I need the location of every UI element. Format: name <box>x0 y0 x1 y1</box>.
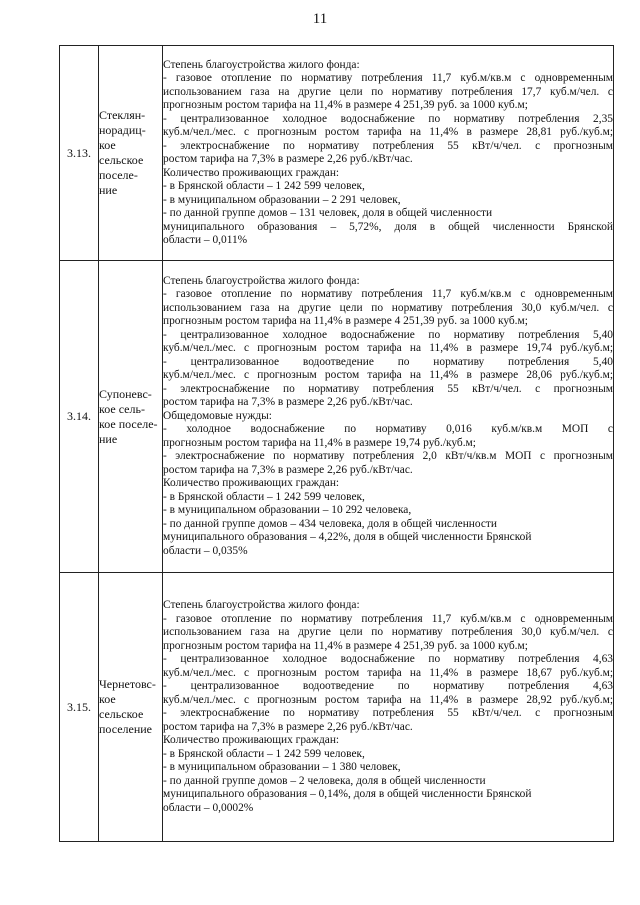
description-line: - централизованное холодное водоснабжение по нормативу потребления 2,35 <box>163 112 613 125</box>
table-body <box>60 46 614 842</box>
description-line: Количество проживающих граждан: <box>163 477 340 490</box>
description-line: куб.м/чел./мес. с прогнозным ростом тарифа на 11,4% в размере 18,67 руб./куб.м; <box>163 666 613 679</box>
description-line: - электроснабжение по нормативу потребления 55 кВт/ч/чел. с прогнозным <box>163 707 613 719</box>
settlement-name-line: ние <box>99 431 118 446</box>
row-number: 3.15. <box>60 573 99 842</box>
description-line: ростом тарифа на 7,3% в размере 2,26 руб./кВт/час. <box>163 396 413 409</box>
description-line: использованием газа на другие цели по нормативу потребления 30,0 куб.м/чел. с <box>163 301 613 314</box>
description-line: ростом тарифа на 7,3% в размере 2,26 руб./кВт/час. <box>163 463 413 476</box>
settlement-name-line: сельское <box>99 153 144 167</box>
settlement-name-line: сельское <box>99 707 144 721</box>
description-line: - электроснабжение по нормативу потребления 55 кВт/ч/чел. с прогнозным <box>163 382 613 395</box>
description-line: - электроснабжение по нормативу потребления 2,0 кВт/ч/кв.м МОП с прогнозным <box>163 450 613 463</box>
settlement-name-line: Стеклян- <box>99 108 146 122</box>
page-number: 11 <box>312 11 328 27</box>
description-line: - централизованное холодное водоснабжение по нормативу потребления 4,63 <box>163 653 613 665</box>
settlement-name-line: норадиц- <box>99 123 146 137</box>
description-line: - по данной группе домов – 2 человека, доля в общей численности <box>163 774 486 787</box>
table-row <box>60 261 614 573</box>
table-row <box>60 46 614 261</box>
description-line: области – 0,011% <box>163 234 248 246</box>
settlement-name-line: кое <box>99 692 116 706</box>
settlement-description <box>163 261 614 573</box>
description-line: - по данной группе домов – 434 человека, доля в общей численности <box>163 517 498 530</box>
description-line: Количество проживающих граждан: <box>163 734 340 746</box>
description-line: Степень благоустройства жилого фонда: <box>163 274 360 287</box>
description-line: - в Брянской области – 1 242 599 человек, <box>163 747 365 760</box>
description-line: - по данной группе домов – 131 человек, доля в общей численности <box>163 207 493 219</box>
row-number: 3.14. <box>60 261 99 573</box>
description-line: использованием газа на другие цели по нормативу потребления 30,0 куб.м/чел. с <box>163 626 613 638</box>
settlement-name <box>99 261 163 573</box>
description-line: - газовое отопление по нормативу потребления 11,7 куб.м/кв.м с одновременным <box>163 288 613 301</box>
description-line: области – 0,0002% <box>163 801 254 814</box>
description-line: прогнозным ростом тарифа на 11,4% в размере 4 251,39 руб. за 1000 куб.м; <box>163 99 528 111</box>
table-row <box>60 573 614 842</box>
description-line: муниципального образования – 4,22%, доля в общей численности Брянской <box>163 531 532 544</box>
description-line: - электроснабжение по нормативу потребления 55 кВт/ч/чел. с прогнозным <box>163 139 613 152</box>
description-line: муниципального образования – 0,14%, доля в общей численности Брянской <box>163 788 532 800</box>
settlement-name-line: поселение <box>99 722 153 736</box>
settlement-name-line: Супоневс- <box>99 386 152 401</box>
description-line: - в Брянской области – 1 242 599 человек, <box>163 490 365 503</box>
description-line: куб.м/чел./мес. с прогнозным ростом тарифа на 11,4% в размере 28,92 руб./куб.м; <box>163 693 613 706</box>
description-line: куб.м/чел./мес. с прогнозным ростом тарифа на 11,4% в размере 28,06 руб./куб.м; <box>163 369 613 382</box>
description-line: - централизованное водоотведение по нормативу потребления 4,63 <box>163 680 613 692</box>
description-line: прогнозным ростом тарифа на 11,4% в размере 19,74 руб./куб.м; <box>163 436 476 449</box>
description-line: куб.м/чел./мес. с прогнозным ростом тарифа на 11,4% в размере 28,81 руб./куб.м; <box>163 126 613 138</box>
settlement-name-line: поселе- <box>99 168 138 182</box>
description-line: Степень благоустройства жилого фонда: <box>163 58 360 71</box>
settlements-table <box>59 45 614 842</box>
settlement-name <box>99 573 163 842</box>
description-line: - в муниципальном образовании – 2 291 человек, <box>163 193 401 206</box>
description-line: прогнозным ростом тарифа на 11,4% в размере 4 251,39 руб. за 1000 куб.м; <box>163 639 528 652</box>
settlement-description <box>163 573 614 842</box>
description-line: - централизованное водоотведение по нормативу потребления 5,40 <box>163 355 613 368</box>
settlement-name-line: кое <box>99 138 116 152</box>
settlement-name-line: кое поселе- <box>99 416 158 431</box>
row-number: 3.13. <box>60 46 99 261</box>
description-line: - газовое отопление по нормативу потребления 11,7 куб.м/кв.м с одновременным <box>163 612 613 625</box>
description-line: - централизованное холодное водоснабжение по нормативу потребления 5,40 <box>163 328 613 341</box>
description-line: - в муниципальном образовании – 1 380 человек, <box>163 761 401 773</box>
description-line: использованием газа на другие цели по нормативу потребления 17,7 куб.м/чел. с <box>163 85 613 98</box>
description-line: Количество проживающих граждан: <box>163 166 340 179</box>
settlement-name <box>99 46 163 261</box>
description-line: прогнозным ростом тарифа на 11,4% в размере 4 251,39 руб. за 1000 куб.м; <box>163 315 528 328</box>
description-line: Общедомовые нужды: <box>163 409 272 422</box>
description-line: - в муниципальном образовании – 10 292 человека, <box>163 504 412 517</box>
description-line: - в Брянской области – 1 242 599 человек, <box>163 180 365 192</box>
description-line: Степень благоустройства жилого фонда: <box>163 599 360 611</box>
description-line: - газовое отопление по нормативу потребления 11,7 куб.м/кв.м с одновременным <box>163 72 613 84</box>
description-line: области – 0,035% <box>163 544 248 557</box>
description-line: - холодное водоснабжение по нормативу 0,016 куб.м/кв.м МОП с <box>163 423 613 436</box>
description-line: ростом тарифа на 7,3% в размере 2,26 руб./кВт/час. <box>163 720 413 733</box>
description-line: муниципального образования – 5,72%, доля в общей численности Брянской <box>163 220 613 233</box>
settlement-name-line: Чернетовс- <box>99 677 156 691</box>
settlement-name-line: ние <box>99 183 118 197</box>
description-line: куб.м/чел./мес. с прогнозным ростом тарифа на 11,4% в размере 19,74 руб./куб.м; <box>163 342 613 355</box>
description-line: ростом тарифа на 7,3% в размере 2,26 руб./кВт/час. <box>163 153 413 165</box>
settlement-description <box>163 46 614 261</box>
settlement-name-line: кое сель- <box>99 401 145 416</box>
